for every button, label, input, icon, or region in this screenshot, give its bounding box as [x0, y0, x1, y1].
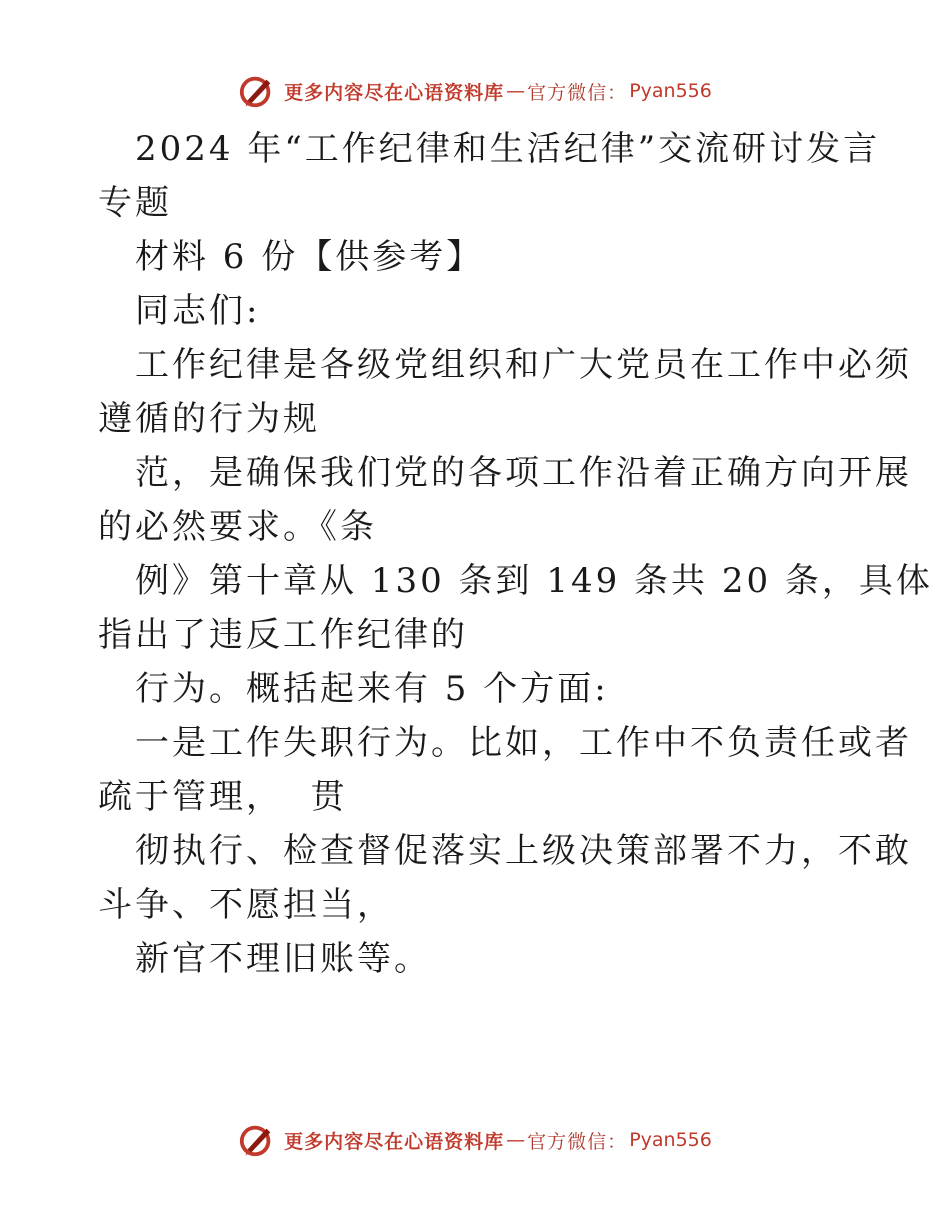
watermark-wechat-id: Pyan556 — [629, 80, 712, 102]
body-line: 新官不理旧账等。 — [135, 939, 431, 979]
watermark-header — [0, 71, 950, 111]
watermark-wechat-id: Pyan556 — [629, 1129, 712, 1151]
body-line: 彻执行、检查督促落实上级决策部署不力，不敢 — [135, 831, 912, 871]
body-line: 遵循的行为规 — [98, 399, 320, 439]
pen-logo-icon — [238, 1121, 276, 1159]
body-line: 例》第十章从 130 条到 149 条共 20 条，具体 — [135, 561, 933, 601]
watermark-wechat-label: 官方微信： — [527, 81, 628, 104]
body-line: 工作纪律是各级党组织和广大党员在工作中必须 — [135, 345, 912, 385]
watermark-main-text: 更多内容尽在心语资料库 — [284, 1130, 505, 1153]
watermark-dash: — — [506, 80, 526, 102]
body-line: 材料 6 份【供参考】 — [135, 237, 484, 277]
body-line: 斗争、不愿担当， — [98, 885, 394, 925]
watermark-footer — [0, 1120, 950, 1160]
watermark-dash: — — [506, 1129, 526, 1151]
body-line: 范，是确保我们党的各项工作沿着正确方向开展 — [135, 453, 912, 493]
body-line: 指出了违反工作纪律的 — [98, 615, 468, 655]
pen-logo-icon — [238, 72, 276, 110]
watermark-main-text: 更多内容尽在心语资料库 — [284, 81, 505, 104]
document-body — [98, 122, 933, 986]
body-line: 行为。概括起来有 5 个方面: — [135, 669, 609, 709]
body-line: 的必然要求。《条 — [98, 507, 377, 547]
body-line: 2024 年“工作纪律和生活纪律”交流研讨发言 — [135, 129, 881, 169]
watermark-wechat-label: 官方微信： — [527, 1130, 628, 1153]
body-line: 疏于管理， 贯 — [98, 777, 348, 817]
body-line: 专题 — [98, 183, 172, 223]
body-line: 同志们: — [135, 291, 261, 331]
body-line: 一是工作失职行为。比如，工作中不负责任或者 — [135, 723, 912, 763]
